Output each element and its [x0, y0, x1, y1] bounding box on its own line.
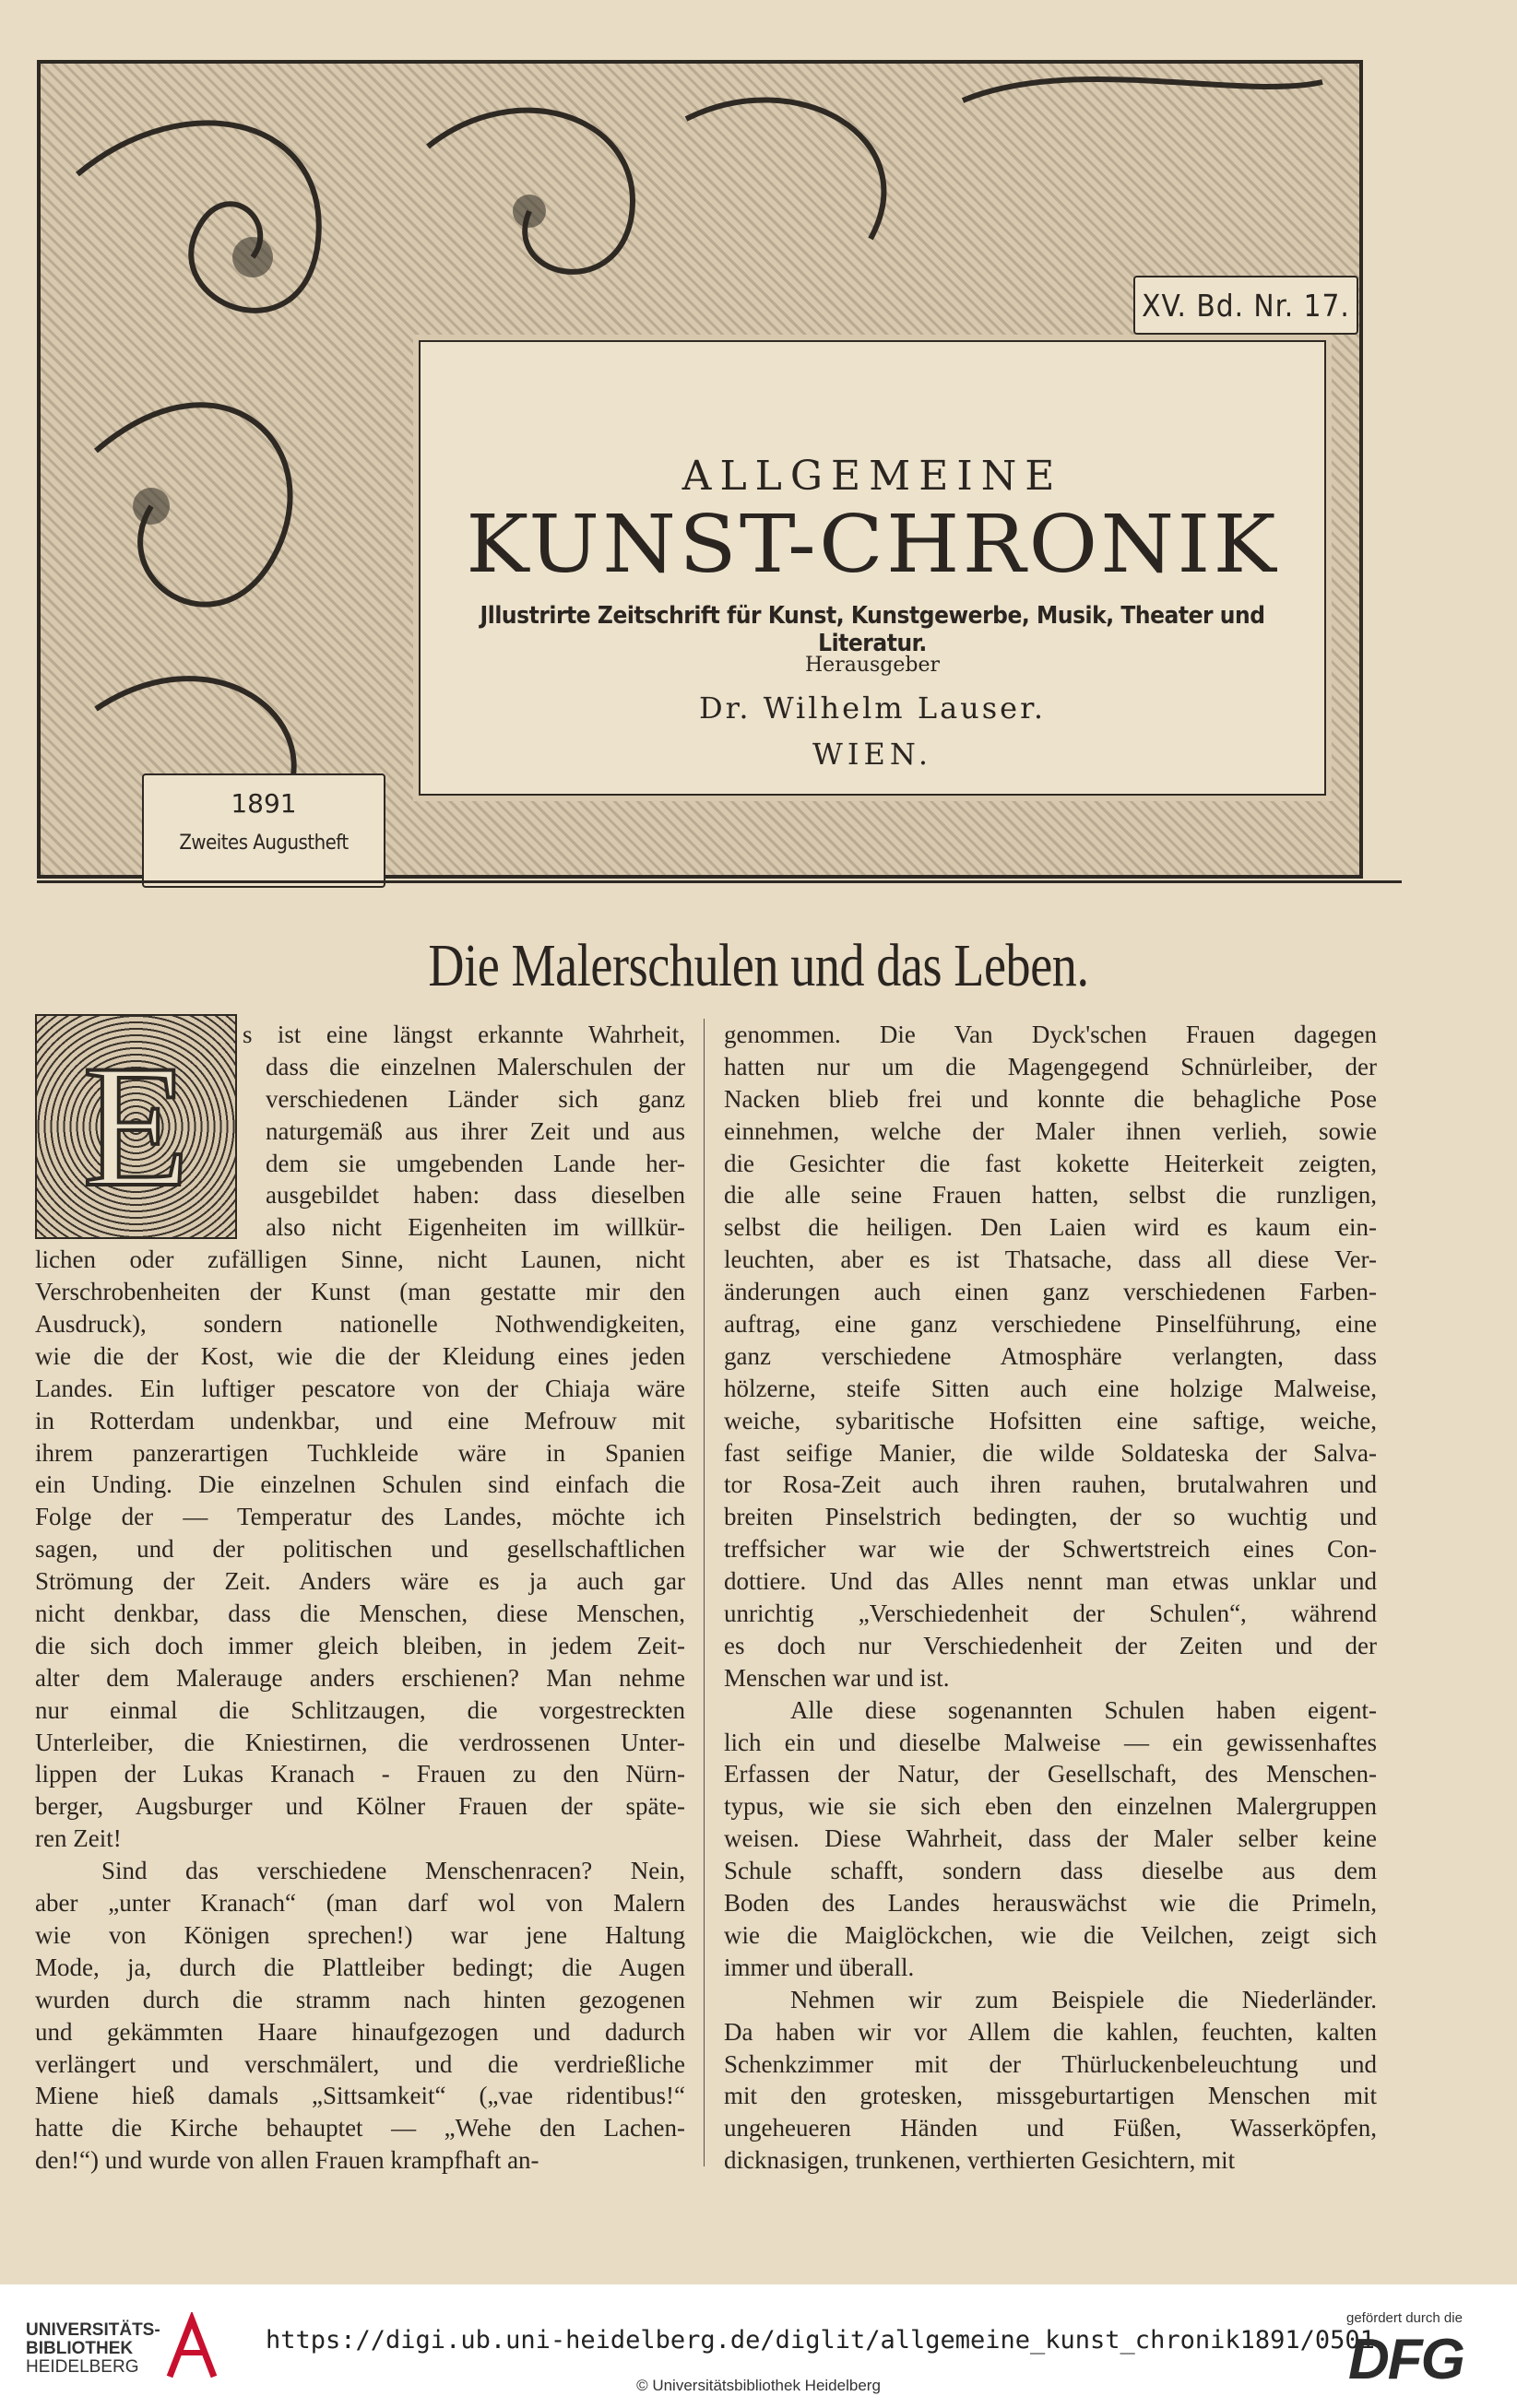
volume-number: XV. Bd. Nr. 17. — [1133, 276, 1358, 335]
text-line: lippen der Lukas Kranach - Frauen zu den Nürn- — [35, 1760, 685, 1788]
text-line: berger, Augsburger und Kölner Frauen der späte- — [35, 1792, 685, 1821]
text-line: die sich doch immer gleich bleiben, in jedem Zeit- — [35, 1631, 685, 1659]
text-line: dottiere. Und das Alles nennt man etwas unklar und — [724, 1567, 1377, 1596]
logo-line-2: BIBLIOTHEK — [26, 2339, 134, 2358]
text-line: ganz verschiedene Atmosphäre verlangten, dass — [724, 1341, 1377, 1370]
text-line: sagen, und der politischen und gesellschaftlichen — [35, 1535, 685, 1564]
text-line: dass die einzelnen Malerschulen der — [266, 1052, 685, 1080]
text-line: in Rotterdam undenkbar, und eine Mefrouw mit — [35, 1406, 685, 1434]
logo-line-3: HEIDELBERG — [26, 2357, 139, 2377]
text-line: wie die der Kost, wie die der Kleidung eines jeden — [35, 1341, 685, 1370]
masthead-city: WIEN. — [812, 737, 932, 772]
text-line: lich ein und dieselbe Malweise — ein gewissenhaftes — [724, 1728, 1377, 1756]
masthead-rule — [37, 880, 1402, 883]
text-line: auftrag, eine ganz verschiedene Pinselführung, eine — [724, 1310, 1377, 1339]
text-line: den!“) und wurde von allen Frauen krampfhaft an- — [35, 2146, 539, 2175]
text-line: Erfassen der Natur, der Gesellschaft, des Menschen- — [724, 1760, 1377, 1788]
text-line: wie von Königen sprechen!) war jene Haltung — [35, 1920, 685, 1949]
text-line: unrichtig „Verschiedenheit der Schulen“, während — [724, 1599, 1377, 1628]
text-line: weisen. Diese Wahrheit, dass der Maler selber keine — [724, 1824, 1377, 1853]
issue-date-box — [142, 773, 385, 888]
masthead-title: KUNST-CHRONIK — [466, 499, 1279, 591]
text-line: Mode, ja, durch die Plattleiber bedingt; die Augen — [35, 1953, 685, 1981]
text-line: Schenkzimmer mit der Thürluckenbeleuchtung und — [724, 2049, 1377, 2078]
masthead-herausgeber: Herausgeber — [804, 654, 941, 677]
text-line: Alle diese sogenannten Schulen haben eigent- — [790, 1695, 1377, 1724]
text-line: wurden durch die stramm nach hinten gezogenen — [35, 1985, 685, 2013]
text-line: treffsicher war wie der Schwertstreich eines Con- — [724, 1535, 1377, 1564]
text-line: Folge der — Temperatur des Landes, möchte ich — [35, 1503, 685, 1531]
text-line: Schule schafft, sondern dass dieselbe aus dem — [724, 1857, 1377, 1885]
text-line: hatten nur um die Magengegend Schnürleiber, der — [724, 1052, 1377, 1080]
text-line: die Gesichter die fast kokette Heiterkeit zeigten, — [724, 1149, 1377, 1177]
text-line: also nicht Eigenheiten im willkür- — [266, 1213, 685, 1242]
text-line: dem sie umgebenden Lande her- — [266, 1149, 685, 1177]
text-line: Boden des Landes herauswächst wie die Primeln, — [724, 1889, 1377, 1918]
article-column-left — [35, 1019, 685, 2177]
text-line: lichen oder zufälligen Sinne, nicht Launen, nicht — [35, 1245, 685, 1274]
text-line: fast seifige Manier, die wilde Soldateska der Salva- — [724, 1438, 1377, 1467]
text-line: genommen. Die Van Dyck'schen Frauen dagegen — [724, 1021, 1377, 1048]
digitization-footer — [0, 2284, 1517, 2408]
text-line: immer und überall. — [724, 1953, 915, 1981]
text-line: leuchten, aber es ist Thatsache, dass all diese Ver- — [724, 1245, 1377, 1274]
text-line: Miene hieß damals „Sittsamkeit“ („vae ridentibus!“ — [35, 2082, 685, 2110]
text-line: ihrem panzerartigen Tuchkleide wäre in Spanien — [35, 1438, 685, 1467]
masthead-allgemeine: ALLGEMEINE — [681, 453, 1063, 500]
logo-line-1: UNIVERSITÄTS- — [26, 2320, 160, 2340]
text-line: es doch nur Verschiedenheit der Zeiten und der — [724, 1631, 1377, 1659]
text-line: hölzerne, steife Sitten auch eine holzige Malweise, — [724, 1374, 1377, 1402]
text-line: Unterleiber, die Kniestirnen, die verdrossenen Unter- — [35, 1728, 685, 1756]
text-line: Landes. Ein luftiger pescatore von der Chiaja wäre — [35, 1374, 685, 1402]
issue-name: Zweites Augustheft — [179, 832, 349, 855]
column-divider — [704, 1019, 705, 2166]
article-title: Die Malerschulen und das Leben. — [428, 932, 1089, 999]
library-logo-icon[interactable] — [164, 2312, 219, 2384]
text-line: nicht denkbar, dass die Menschen, diese Menschen, — [35, 1599, 685, 1628]
masthead-editor: Dr. Wilhelm Lauser. — [698, 691, 1047, 726]
text-line: alter dem Malerauge anders erschienen? Man nehme — [35, 1663, 685, 1692]
library-logo-text[interactable] — [26, 2321, 160, 2377]
permalink-url[interactable]: https://digi.ub.uni-heidelberg.de/diglit/allgemeine_kunst_chronik1891/0501 — [266, 2326, 1375, 2355]
text-line: tor Rosa-Zeit auch ihren rauhen, brutalwahren und — [724, 1470, 1377, 1499]
drop-cap-letter: E — [82, 1030, 190, 1223]
masthead-subtitle: Jllustrirte Zeitschrift für Kunst, Kunstgewerbe, Musik, Theater und Literatur. — [480, 602, 1265, 657]
text-line: ren Zeit! — [35, 1824, 122, 1853]
text-line: die alle seine Frauen hatten, selbst die runzligen, — [724, 1181, 1377, 1210]
text-line: verlängert und verschmälert, und die verdrießliche — [35, 2049, 685, 2078]
text-line: ein Unding. Die einzelnen Schulen sind einfach die — [35, 1470, 685, 1499]
text-line: Nehmen wir zum Beispiele die Niederländer. — [790, 1985, 1377, 2013]
text-line: Da haben wir vor Allem die kahlen, feuchten, kalten — [724, 2017, 1377, 2046]
text-line: mit den grotesken, missgeburtartigen Menschen mit — [724, 2082, 1377, 2110]
text-line: typus, wie sie sich eben den einzelnen Malergruppen — [724, 1792, 1377, 1821]
text-line: hatte die Kirche behauptet — „Wehe den Lachen- — [35, 2114, 685, 2142]
dfg-caption: gefördert durch die — [1346, 2310, 1463, 2326]
text-line: änderungen auch einen ganz verschiedenen Farben- — [724, 1278, 1377, 1306]
text-line: dicknasigen, trunkenen, verthierten Gesichtern, mit — [724, 2146, 1236, 2175]
text-line: Strömung der Zeit. Anders wäre es ja auch gar — [35, 1567, 685, 1596]
text-line: wie die Maiglöckchen, wie die Veilchen, zeigt sich — [724, 1920, 1377, 1949]
text-line: ausgebildet haben: dass dieselben — [266, 1181, 685, 1210]
text-line: nur einmal die Schlitzaugen, die vorgestreckten — [35, 1695, 685, 1724]
text-line: selbst die heiligen. Den Laien wird es kaum ein- — [724, 1213, 1377, 1242]
text-line: Verschrobenheiten der Kunst (man gestatte mir den — [35, 1278, 685, 1306]
dfg-logo[interactable]: DFG — [1348, 2328, 1464, 2391]
text-line: einnehmen, welche der Maler ihnen verlieh, sowie — [724, 1116, 1377, 1145]
text-line: und gekämmten Haare hinaufgezogen und dadurch — [35, 2017, 685, 2046]
issue-year: 1891 — [231, 788, 297, 819]
text-line: Ausdruck), sondern nationelle Nothwendigkeiten, — [35, 1310, 685, 1339]
text-line: Sind das verschiedene Menschenracen? Nein, — [101, 1857, 685, 1885]
text-line: aber „unter Kranach“ (man darf wol von Malern — [35, 1889, 685, 1918]
masthead-ornament-frame — [37, 60, 1363, 879]
text-line: ungeheueren Händen und Füßen, Wasserköpfen, — [724, 2114, 1377, 2142]
title-card — [419, 340, 1326, 796]
text-line: Nacken blieb frei und konnte die behagliche Pose — [724, 1084, 1377, 1113]
article-column-right — [724, 1019, 1377, 2177]
copyright-notice: © Universitätsbibliothek Heidelberg — [636, 2377, 881, 2394]
text-line: naturgemäß aus ihrer Zeit und aus — [266, 1116, 685, 1145]
text-line: verschiedenen Länder sich ganz — [266, 1084, 685, 1113]
text-line: Menschen war und ist. — [724, 1663, 950, 1692]
text-line: breiten Pinselstrich bedingten, der so wuchtig und — [724, 1503, 1377, 1531]
text-line: weiche, sybaritische Hofsitten eine saftige, weiche, — [724, 1406, 1377, 1434]
text-line: s ist eine längst erkannte Wahrheit, — [243, 1021, 685, 1048]
